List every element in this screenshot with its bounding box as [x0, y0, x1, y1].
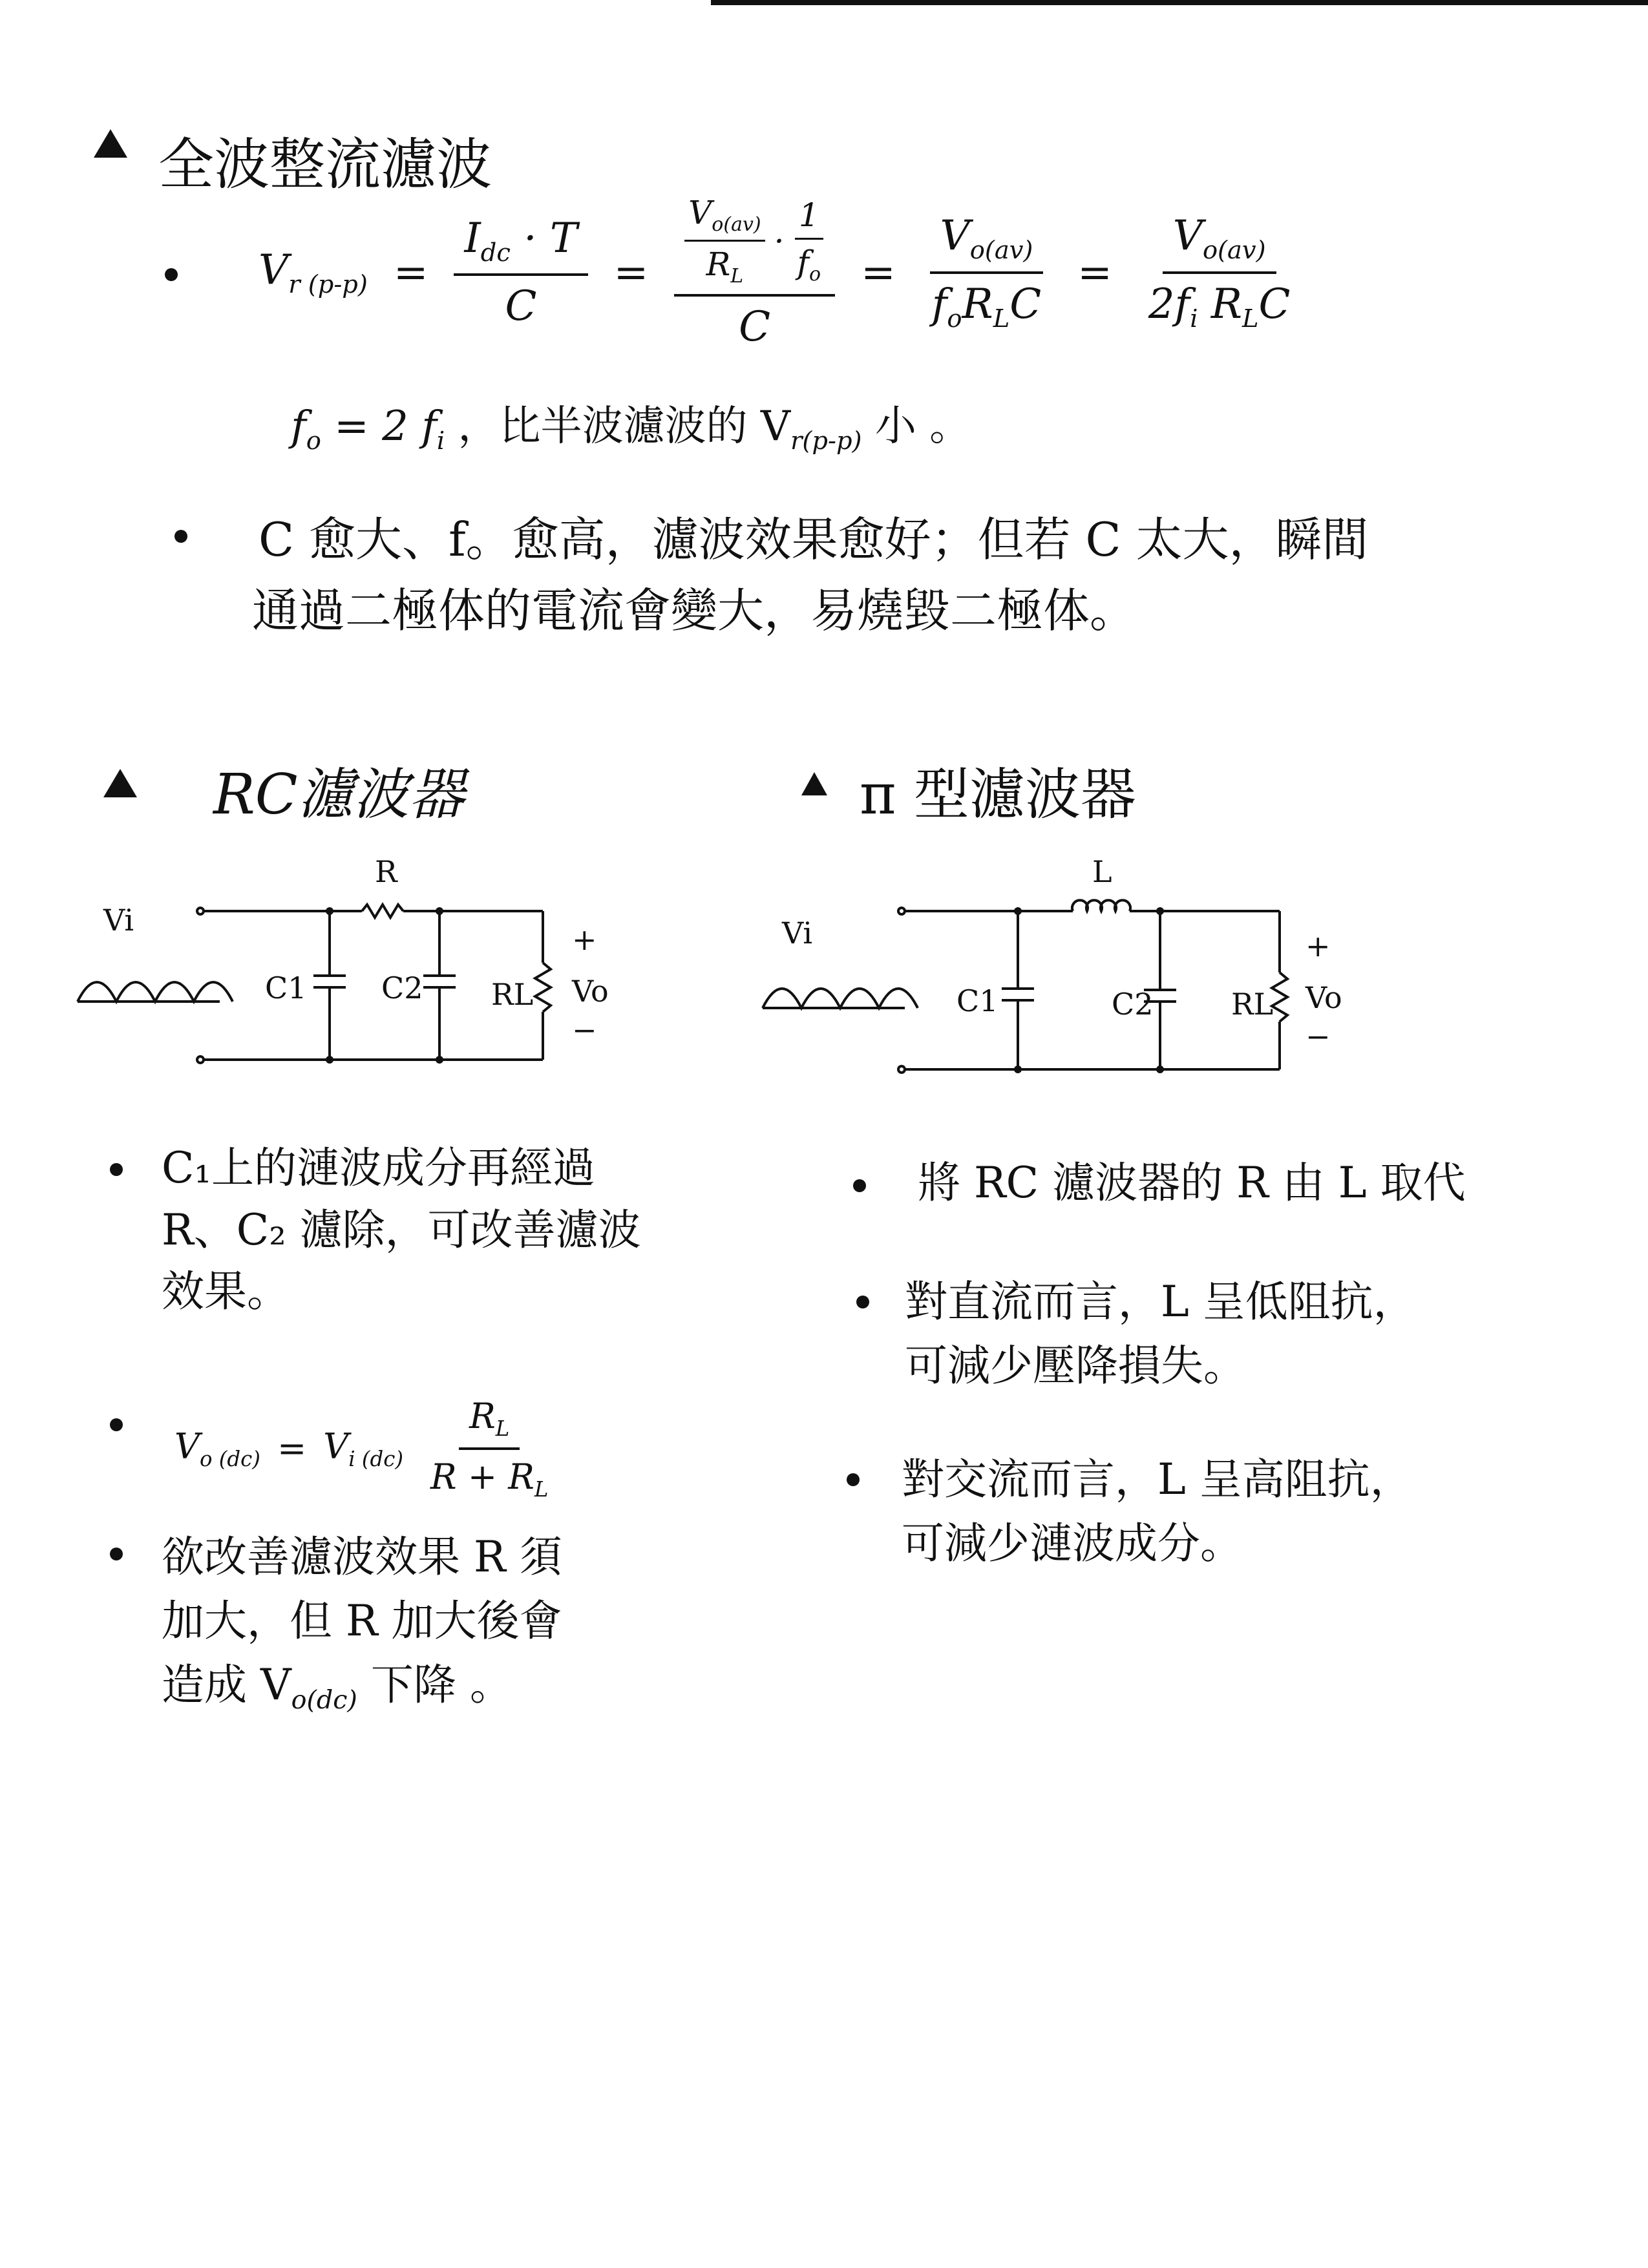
rc-output-formula: $V_{o (dc)}$ = $V_{i (dc)}$ $\frac{R_L}{R + R_L}$ [174, 1396, 549, 1502]
label-vo: Vo [1305, 980, 1342, 1015]
formula-fraction-1: $\frac{I_{dc} \cdot T}{C}$ [454, 215, 587, 331]
label-c1: C1 [265, 971, 307, 1005]
frequency-note: $f_o = 2$ $f_i$ ，比半波濾波的 $V_{r(p-p)}$ 小 。 [291, 403, 971, 456]
formula-fraction-2: $\frac{V_{o(av)}}{R_L}$ · $\frac{1}{f_o}$ C [674, 194, 835, 351]
label-l: L [1092, 854, 1112, 889]
label-minus: − [1305, 1019, 1331, 1054]
rc-bullet-1: C₁上的漣波成分再經過 R、C₂ 濾除，可改善濾波 效果。 [162, 1143, 641, 1317]
resistor-r [362, 905, 403, 918]
bullet-dot [110, 1163, 123, 1176]
label-minus: − [572, 1013, 597, 1047]
section-marker-triangle [103, 769, 137, 797]
ripple-waveform [78, 982, 233, 1002]
inductor-l [1072, 900, 1130, 911]
ripple-waveform [763, 989, 918, 1008]
label-c1: C1 [956, 983, 998, 1018]
label-vi: Vi [782, 916, 813, 950]
bullet-dot [110, 1418, 123, 1431]
formula-fraction-3: $\frac{V_{o(av)}}{f_oR_LC}$ [922, 212, 1051, 333]
label-vi: Vi [103, 903, 134, 938]
label-c2: C2 [1112, 987, 1154, 1022]
section-title-pi: π 型濾波器 [860, 762, 1136, 827]
pi-bullet-1: 將 RC 濾波器的 R 由 L 取代 [918, 1158, 1466, 1208]
label-c2: C2 [381, 971, 423, 1005]
pi-bullet-2: 對直流而言，L 呈低阻抗， 可減少壓降損失。 [905, 1277, 1416, 1391]
rc-filter-schematic [65, 846, 711, 1092]
bullet-dot [856, 1296, 869, 1308]
formula-fraction-4: $\frac{V_{o(av)}}{2f_i R_LC}$ [1148, 211, 1291, 333]
label-rl: RL [491, 977, 534, 1012]
pi-filter-schematic [750, 846, 1396, 1092]
label-plus: + [572, 922, 597, 957]
pi-bullet-3: 對交流而言，L 呈高阻抗， 可減少漣波成分。 [902, 1454, 1413, 1568]
bullet-dot [847, 1473, 860, 1486]
label-vo: Vo [572, 974, 609, 1009]
label-plus: + [1305, 929, 1331, 963]
section-title-fullwave: 全波整流濾波 [158, 132, 492, 197]
section-marker-triangle [94, 129, 127, 158]
rc-bullet-3: 欲改善濾波效果 R 須 加大，但 R 加大後會 造成 $V_{o(dc)}$ 下降 。 [162, 1532, 562, 1716]
bullet-dot [853, 1179, 866, 1192]
ripple-formula: $V_{r (p-p)}$ = $\frac{I_{dc} \cdot T}{C}$ = $\frac{V_{o(av)}}{R_L}$ · $\frac{1}{f_o}$ C = $\frac{V_{o(av)}}{f_oR_LC}$ = $\frac{V_{o(av)}}{2f_i R_LC}$ [259, 194, 1357, 351]
bullet-dot [165, 268, 178, 281]
capacitor-note: C 愈大、f。愈高，濾波效果愈好；但若 C 太大，瞬間 通過二極体的電流會變大，易燒毀二極体。 [252, 512, 1369, 638]
bullet-dot [174, 530, 187, 543]
label-rl: RL [1231, 987, 1274, 1022]
label-r: R [375, 854, 397, 889]
section-marker-triangle [801, 772, 827, 795]
section-title-rc: RC濾波器 [213, 762, 465, 827]
bullet-dot [110, 1548, 123, 1560]
top-edge-line [711, 0, 1648, 5]
